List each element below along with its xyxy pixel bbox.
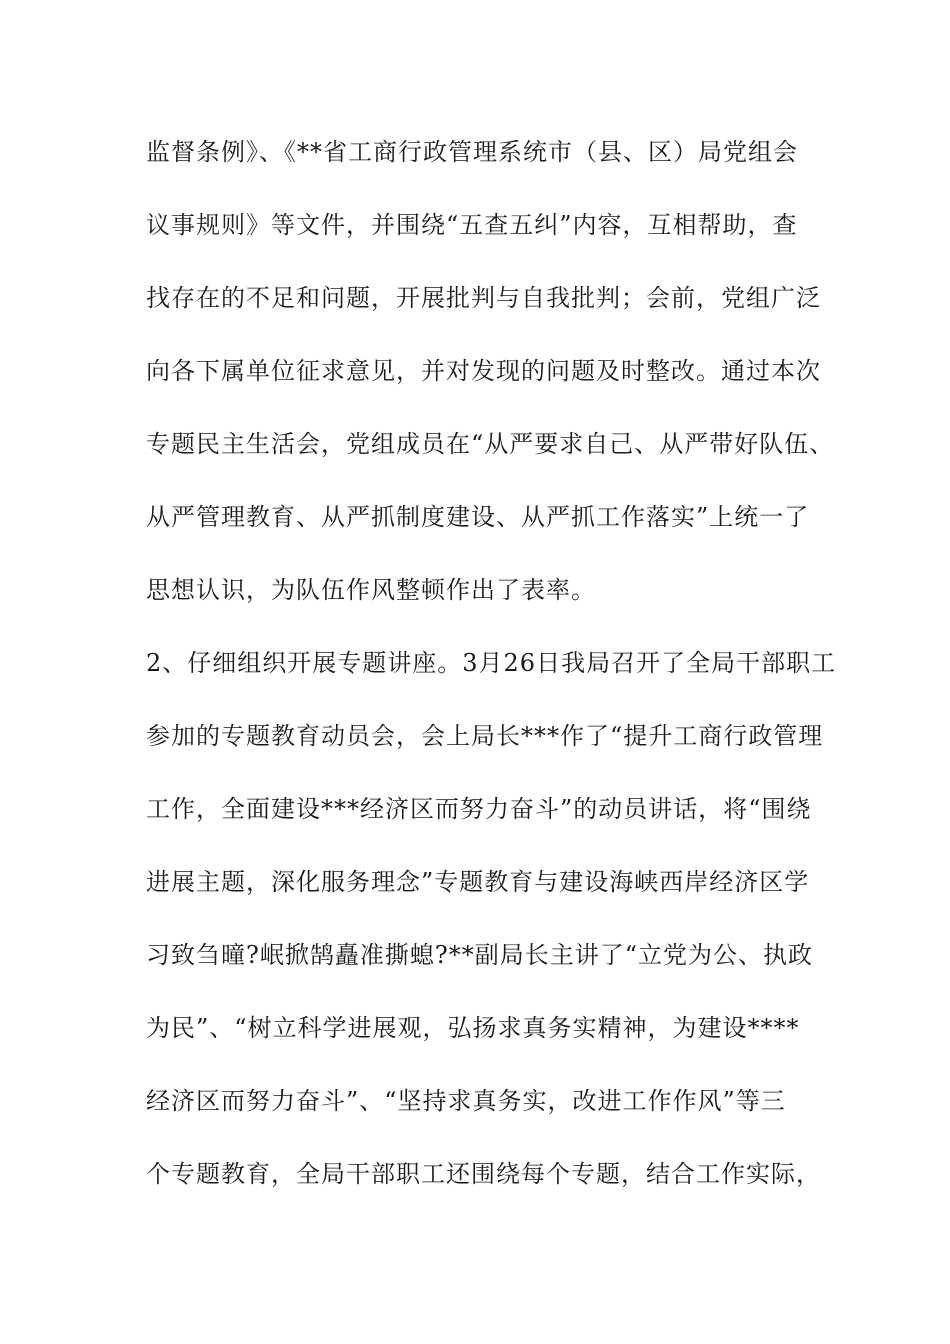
text-line: 工作，全面建设***经济区而努力奋斗”的动员讲话，将“围绕 (146, 795, 812, 823)
text-line: 议事规则》等文件，并围绕“五查五纠”内容，互相帮助，查 (146, 211, 798, 239)
text-line: 专题民主生活会，党组成员在“从严要求自己、从严带好队伍、 (146, 430, 835, 458)
text-line: 经济区而努力奋斗”、“坚持求真务实，改进工作作风”等三 (146, 1087, 786, 1115)
text-line: 个专题教育，全局干部职工还围绕每个专题，结合工作实际， (146, 1160, 821, 1188)
text-line: 进展主题，深化服务理念”专题教育与建设海峡西岸经济区学 (146, 868, 810, 896)
text-line: 为民”、“树立科学进展观，弘扬求真务实精神，为建设**** (146, 1014, 800, 1042)
paragraph-heading-line: 2、仔细组织开展专题讲座。3月26日我局召开了全局干部职工 (146, 649, 837, 677)
text-line: 思想认识，为队伍作风整顿作出了表率。 (146, 576, 596, 604)
text-line: 监督条例》、《**省工商行政管理系统市（县、区）局党组会 (146, 138, 798, 166)
text-line: 习致刍曈?岷掀鹄矗准撕螅?**副局长主讲了“立党为公、执政 (146, 941, 814, 969)
text-line: 找存在的不足和问题，开展批判与自我批判；会前，党组广泛 (146, 284, 821, 312)
text-line: 向各下属单位征求意见，并对发现的问题及时整改。通过本次 (146, 357, 821, 385)
text-line: 从严管理教育、从严抓制度建设、从严抓工作落实”上统一了 (146, 503, 810, 531)
text-line: 参加的专题教育动员会，会上局长***作了“提升工商行政管理 (146, 722, 824, 750)
